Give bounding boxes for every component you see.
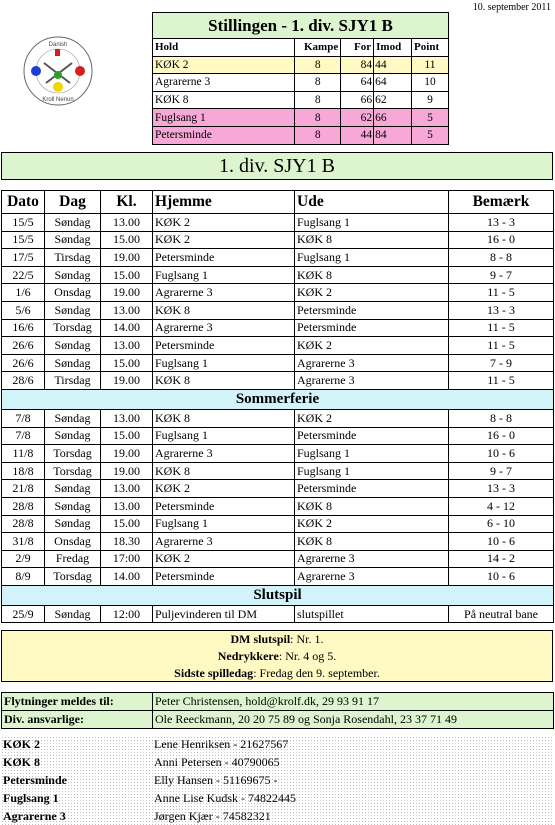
match-remark: 14 - 2 bbox=[449, 550, 554, 568]
match-remark: 4 - 12 bbox=[449, 497, 554, 515]
match-remark: 6 - 10 bbox=[449, 515, 554, 533]
match-remark: 11 - 5 bbox=[449, 319, 554, 337]
away-team: KØK 2 bbox=[295, 409, 449, 427]
match-date: 11/8 bbox=[2, 445, 45, 463]
match-time: 13.00 bbox=[101, 480, 153, 498]
match-remark: 9 - 7 bbox=[449, 462, 554, 480]
match-time: 13.00 bbox=[101, 301, 153, 319]
col-date: Dato bbox=[2, 191, 45, 214]
match-date: 28/8 bbox=[2, 497, 45, 515]
home-team: Fuglsang 1 bbox=[153, 515, 295, 533]
match-day: Søndag bbox=[45, 301, 101, 319]
relegation-value: : Nr. 4 og 5. bbox=[278, 649, 337, 663]
away-team: Petersminde bbox=[295, 427, 449, 445]
goals-for: 64 bbox=[341, 74, 374, 92]
away-team: KØK 8 bbox=[295, 266, 449, 284]
home-team: Agrarerne 3 bbox=[153, 533, 295, 551]
team-name: Agrarerne 3 bbox=[3, 808, 66, 823]
match-time: 19.00 bbox=[101, 372, 153, 390]
section-summer-break: Sommerferie bbox=[2, 389, 554, 409]
played: 8 bbox=[295, 126, 341, 144]
away-team: KØK 8 bbox=[295, 533, 449, 551]
match-time: 19.00 bbox=[101, 284, 153, 302]
svg-text:Danish: Danish bbox=[48, 42, 68, 48]
played: 8 bbox=[295, 74, 341, 92]
match-day: Torsdag bbox=[45, 568, 101, 586]
match-row bbox=[2, 266, 554, 284]
match-row bbox=[2, 462, 554, 480]
home-team: KØK 2 bbox=[153, 550, 295, 568]
match-remark: 16 - 0 bbox=[449, 427, 554, 445]
contact-label: Flytninger meldes til: bbox=[2, 693, 153, 711]
match-row bbox=[2, 605, 554, 623]
match-day: Onsdag bbox=[45, 533, 101, 551]
match-remark: 16 - 0 bbox=[449, 231, 554, 249]
match-date: 7/8 bbox=[2, 409, 45, 427]
match-row bbox=[2, 214, 554, 232]
match-time: 15.00 bbox=[101, 231, 153, 249]
match-remark: 9 - 7 bbox=[449, 266, 554, 284]
team-name: KØK 8 bbox=[153, 91, 295, 109]
match-date: 28/6 bbox=[2, 372, 45, 390]
away-team: KØK 2 bbox=[295, 337, 449, 355]
match-remark: 11 - 5 bbox=[449, 372, 554, 390]
team-contact: Elly Hansen - 51169675 - bbox=[154, 772, 278, 787]
contact-label: Div. ansvarlige: bbox=[2, 711, 153, 729]
away-team: Petersminde bbox=[295, 301, 449, 319]
away-team: Fuglsang 1 bbox=[295, 462, 449, 480]
away-team: KØK 2 bbox=[295, 284, 449, 302]
match-date: 7/8 bbox=[2, 427, 45, 445]
team-name: Fuglsang 1 bbox=[153, 109, 295, 127]
match-remark: 10 - 6 bbox=[449, 533, 554, 551]
match-time: 13.00 bbox=[101, 497, 153, 515]
match-remark: 11 - 5 bbox=[449, 337, 554, 355]
svg-text:Kroll Nenun: Kroll Nenun bbox=[42, 97, 74, 103]
match-remark: 8 - 8 bbox=[449, 249, 554, 267]
match-remark: 13 - 3 bbox=[449, 301, 554, 319]
contacts-table bbox=[1, 692, 554, 729]
match-date: 16/6 bbox=[2, 319, 45, 337]
col-remark: Bemærk bbox=[449, 191, 554, 214]
match-row bbox=[2, 445, 554, 463]
match-day: Søndag bbox=[45, 214, 101, 232]
home-team: KØK 2 bbox=[153, 231, 295, 249]
home-team: Fuglsang 1 bbox=[153, 266, 295, 284]
away-team: Fuglsang 1 bbox=[295, 249, 449, 267]
points: 9 bbox=[412, 91, 449, 109]
goals-for: 84 bbox=[341, 56, 374, 74]
dm-info-box bbox=[1, 630, 553, 682]
home-team: Fuglsang 1 bbox=[153, 354, 295, 372]
match-time: 15.00 bbox=[101, 515, 153, 533]
match-day: Søndag bbox=[45, 231, 101, 249]
standings-title: Stillingen - 1. div. SJY1 B bbox=[153, 13, 449, 39]
away-team: Petersminde bbox=[295, 319, 449, 337]
match-day: Søndag bbox=[45, 480, 101, 498]
home-team: Agrarerne 3 bbox=[153, 445, 295, 463]
match-row bbox=[2, 337, 554, 355]
match-date: 5/6 bbox=[2, 301, 45, 319]
match-row bbox=[2, 427, 554, 445]
club-logo-icon bbox=[22, 35, 94, 107]
match-time: 19.00 bbox=[101, 249, 153, 267]
match-day: Søndag bbox=[45, 266, 101, 284]
match-time: 19.00 bbox=[101, 462, 153, 480]
match-time: 13.00 bbox=[101, 337, 153, 355]
match-date: 28/8 bbox=[2, 515, 45, 533]
match-remark: 10 - 6 bbox=[449, 568, 554, 586]
match-remark: 10 - 6 bbox=[449, 445, 554, 463]
match-day: Søndag bbox=[45, 337, 101, 355]
team-name: Petersminde bbox=[3, 772, 67, 787]
contact-value: Peter Christensen, hold@krolf.dk, 29 93 91 17 bbox=[153, 693, 554, 711]
col-day: Dag bbox=[45, 191, 101, 214]
match-day: Fredag bbox=[45, 550, 101, 568]
relegation-label: Nedrykkere bbox=[217, 649, 279, 663]
match-remark: 13 - 3 bbox=[449, 480, 554, 498]
away-team: KØK 2 bbox=[295, 515, 449, 533]
last-day-label: Sidste spilledag bbox=[174, 666, 254, 680]
goals-for: 44 bbox=[341, 126, 374, 144]
home-team: KØK 2 bbox=[153, 480, 295, 498]
match-day: Søndag bbox=[45, 354, 101, 372]
match-remark: 7 - 9 bbox=[449, 354, 554, 372]
match-time: 15.00 bbox=[101, 266, 153, 284]
standings-row bbox=[153, 91, 449, 109]
match-row bbox=[2, 568, 554, 586]
match-day: Torsdag bbox=[45, 319, 101, 337]
match-time: 13.00 bbox=[101, 409, 153, 427]
team-contacts-table bbox=[1, 736, 553, 825]
home-team: KØK 8 bbox=[153, 301, 295, 319]
match-remark: På neutral bane bbox=[449, 605, 554, 623]
home-team: KØK 8 bbox=[153, 409, 295, 427]
col-home: Hjemme bbox=[153, 191, 295, 214]
home-team: KØK 8 bbox=[153, 372, 295, 390]
away-team: KØK 8 bbox=[295, 497, 449, 515]
team-name: KØK 2 bbox=[3, 737, 41, 752]
points: 11 bbox=[412, 56, 449, 74]
col-for: For bbox=[341, 39, 374, 57]
team-name: KØK 8 bbox=[3, 755, 41, 770]
match-day: Onsdag bbox=[45, 284, 101, 302]
section-playoffs: Slutspil bbox=[2, 585, 554, 605]
match-date: 15/5 bbox=[2, 231, 45, 249]
match-date: 17/5 bbox=[2, 249, 45, 267]
standings-row bbox=[153, 126, 449, 144]
match-day: Søndag bbox=[45, 427, 101, 445]
date-stamp: 10. september 2011 bbox=[472, 2, 551, 13]
match-day: Tirsdag bbox=[45, 249, 101, 267]
match-day: Tirsdag bbox=[45, 372, 101, 390]
match-date: 31/8 bbox=[2, 533, 45, 551]
match-time: 18.30 bbox=[101, 533, 153, 551]
standings-row bbox=[153, 56, 449, 74]
home-team: Petersminde bbox=[153, 568, 295, 586]
standings-row bbox=[153, 74, 449, 92]
points: 10 bbox=[412, 74, 449, 92]
goals-against: 44 bbox=[374, 56, 412, 74]
match-time: 15.00 bbox=[101, 354, 153, 372]
away-team: Fuglsang 1 bbox=[295, 445, 449, 463]
match-row bbox=[2, 284, 554, 302]
home-team: Puljevinderen til DM bbox=[153, 605, 295, 623]
col-points: Point bbox=[412, 39, 449, 57]
contact-value: Ole Reeckmann, 20 20 75 89 og Sonja Rosendahl, 23 37 71 49 bbox=[153, 711, 554, 729]
match-date: 15/5 bbox=[2, 214, 45, 232]
match-date: 2/9 bbox=[2, 550, 45, 568]
home-team: Petersminde bbox=[153, 249, 295, 267]
match-row bbox=[2, 354, 554, 372]
match-row bbox=[2, 301, 554, 319]
away-team: slutspillet bbox=[295, 605, 449, 623]
col-team: Hold bbox=[153, 39, 295, 57]
match-date: 26/6 bbox=[2, 354, 45, 372]
team-contact: Jørgen Kjær - 74582321 bbox=[154, 808, 271, 823]
away-team: Agrarerne 3 bbox=[295, 354, 449, 372]
match-date: 21/8 bbox=[2, 480, 45, 498]
col-against: Imod bbox=[374, 39, 412, 57]
match-day: Torsdag bbox=[45, 462, 101, 480]
home-team: KØK 2 bbox=[153, 214, 295, 232]
match-time: 17:00 bbox=[101, 550, 153, 568]
match-row bbox=[2, 497, 554, 515]
team-name: KØK 2 bbox=[153, 56, 295, 74]
away-team: Petersminde bbox=[295, 480, 449, 498]
match-date: 22/5 bbox=[2, 266, 45, 284]
away-team: Agrarerne 3 bbox=[295, 550, 449, 568]
match-row bbox=[2, 249, 554, 267]
played: 8 bbox=[295, 91, 341, 109]
match-remark: 13 - 3 bbox=[449, 214, 554, 232]
match-time: 13.00 bbox=[101, 214, 153, 232]
division-banner: 1. div. SJY1 B bbox=[1, 152, 553, 180]
match-row bbox=[2, 515, 554, 533]
schedule-table bbox=[1, 190, 554, 623]
away-team: Agrarerne 3 bbox=[295, 568, 449, 586]
match-time: 12:00 bbox=[101, 605, 153, 623]
match-day: Søndag bbox=[45, 515, 101, 533]
away-team: Fuglsang 1 bbox=[295, 214, 449, 232]
home-team: Petersminde bbox=[153, 337, 295, 355]
match-date: 18/8 bbox=[2, 462, 45, 480]
match-time: 14.00 bbox=[101, 319, 153, 337]
match-day: Søndag bbox=[45, 409, 101, 427]
standings-row bbox=[153, 109, 449, 127]
goals-against: 84 bbox=[374, 126, 412, 144]
played: 8 bbox=[295, 56, 341, 74]
match-date: 1/6 bbox=[2, 284, 45, 302]
team-contact: Anni Petersen - 40790065 bbox=[154, 755, 280, 770]
goals-for: 66 bbox=[341, 91, 374, 109]
match-day: Søndag bbox=[45, 605, 101, 623]
match-row bbox=[2, 319, 554, 337]
match-time: 15.00 bbox=[101, 427, 153, 445]
team-name: Agrarerne 3 bbox=[153, 74, 295, 92]
home-team: Agrarerne 3 bbox=[153, 319, 295, 337]
col-time: Kl. bbox=[101, 191, 153, 214]
team-name: Fuglsang 1 bbox=[3, 790, 59, 805]
dm-value: : Nr. 1. bbox=[290, 632, 324, 646]
match-date: 26/6 bbox=[2, 337, 45, 355]
col-away: Ude bbox=[295, 191, 449, 214]
match-time: 19.00 bbox=[101, 445, 153, 463]
goals-against: 66 bbox=[374, 109, 412, 127]
match-row bbox=[2, 372, 554, 390]
match-row bbox=[2, 409, 554, 427]
goals-for: 62 bbox=[341, 109, 374, 127]
team-contact: Anne Lise Kudsk - 74822445 bbox=[154, 790, 296, 805]
match-row bbox=[2, 550, 554, 568]
match-date: 8/9 bbox=[2, 568, 45, 586]
col-played: Kampe bbox=[295, 39, 341, 57]
played: 8 bbox=[295, 109, 341, 127]
team-contact: Lene Henriksen - 21627567 bbox=[154, 737, 289, 752]
match-time: 14.00 bbox=[101, 568, 153, 586]
away-team: Agrarerne 3 bbox=[295, 372, 449, 390]
last-day-value: : Fredag den 9. september. bbox=[253, 666, 380, 680]
points: 5 bbox=[412, 126, 449, 144]
match-remark: 11 - 5 bbox=[449, 284, 554, 302]
match-remark: 8 - 8 bbox=[449, 409, 554, 427]
away-team: KØK 8 bbox=[295, 231, 449, 249]
goals-against: 62 bbox=[374, 91, 412, 109]
dm-label: DM slutspil bbox=[230, 632, 291, 646]
match-day: Søndag bbox=[45, 497, 101, 515]
points: 5 bbox=[412, 109, 449, 127]
home-team: KØK 8 bbox=[153, 462, 295, 480]
match-date: 25/9 bbox=[2, 605, 45, 623]
standings-table bbox=[152, 12, 449, 145]
team-name: Petersminde bbox=[153, 126, 295, 144]
match-day: Torsdag bbox=[45, 445, 101, 463]
match-row bbox=[2, 533, 554, 551]
goals-against: 64 bbox=[374, 74, 412, 92]
home-team: Fuglsang 1 bbox=[153, 427, 295, 445]
home-team: Agrarerne 3 bbox=[153, 284, 295, 302]
match-row bbox=[2, 231, 554, 249]
match-row bbox=[2, 480, 554, 498]
home-team: Petersminde bbox=[153, 497, 295, 515]
